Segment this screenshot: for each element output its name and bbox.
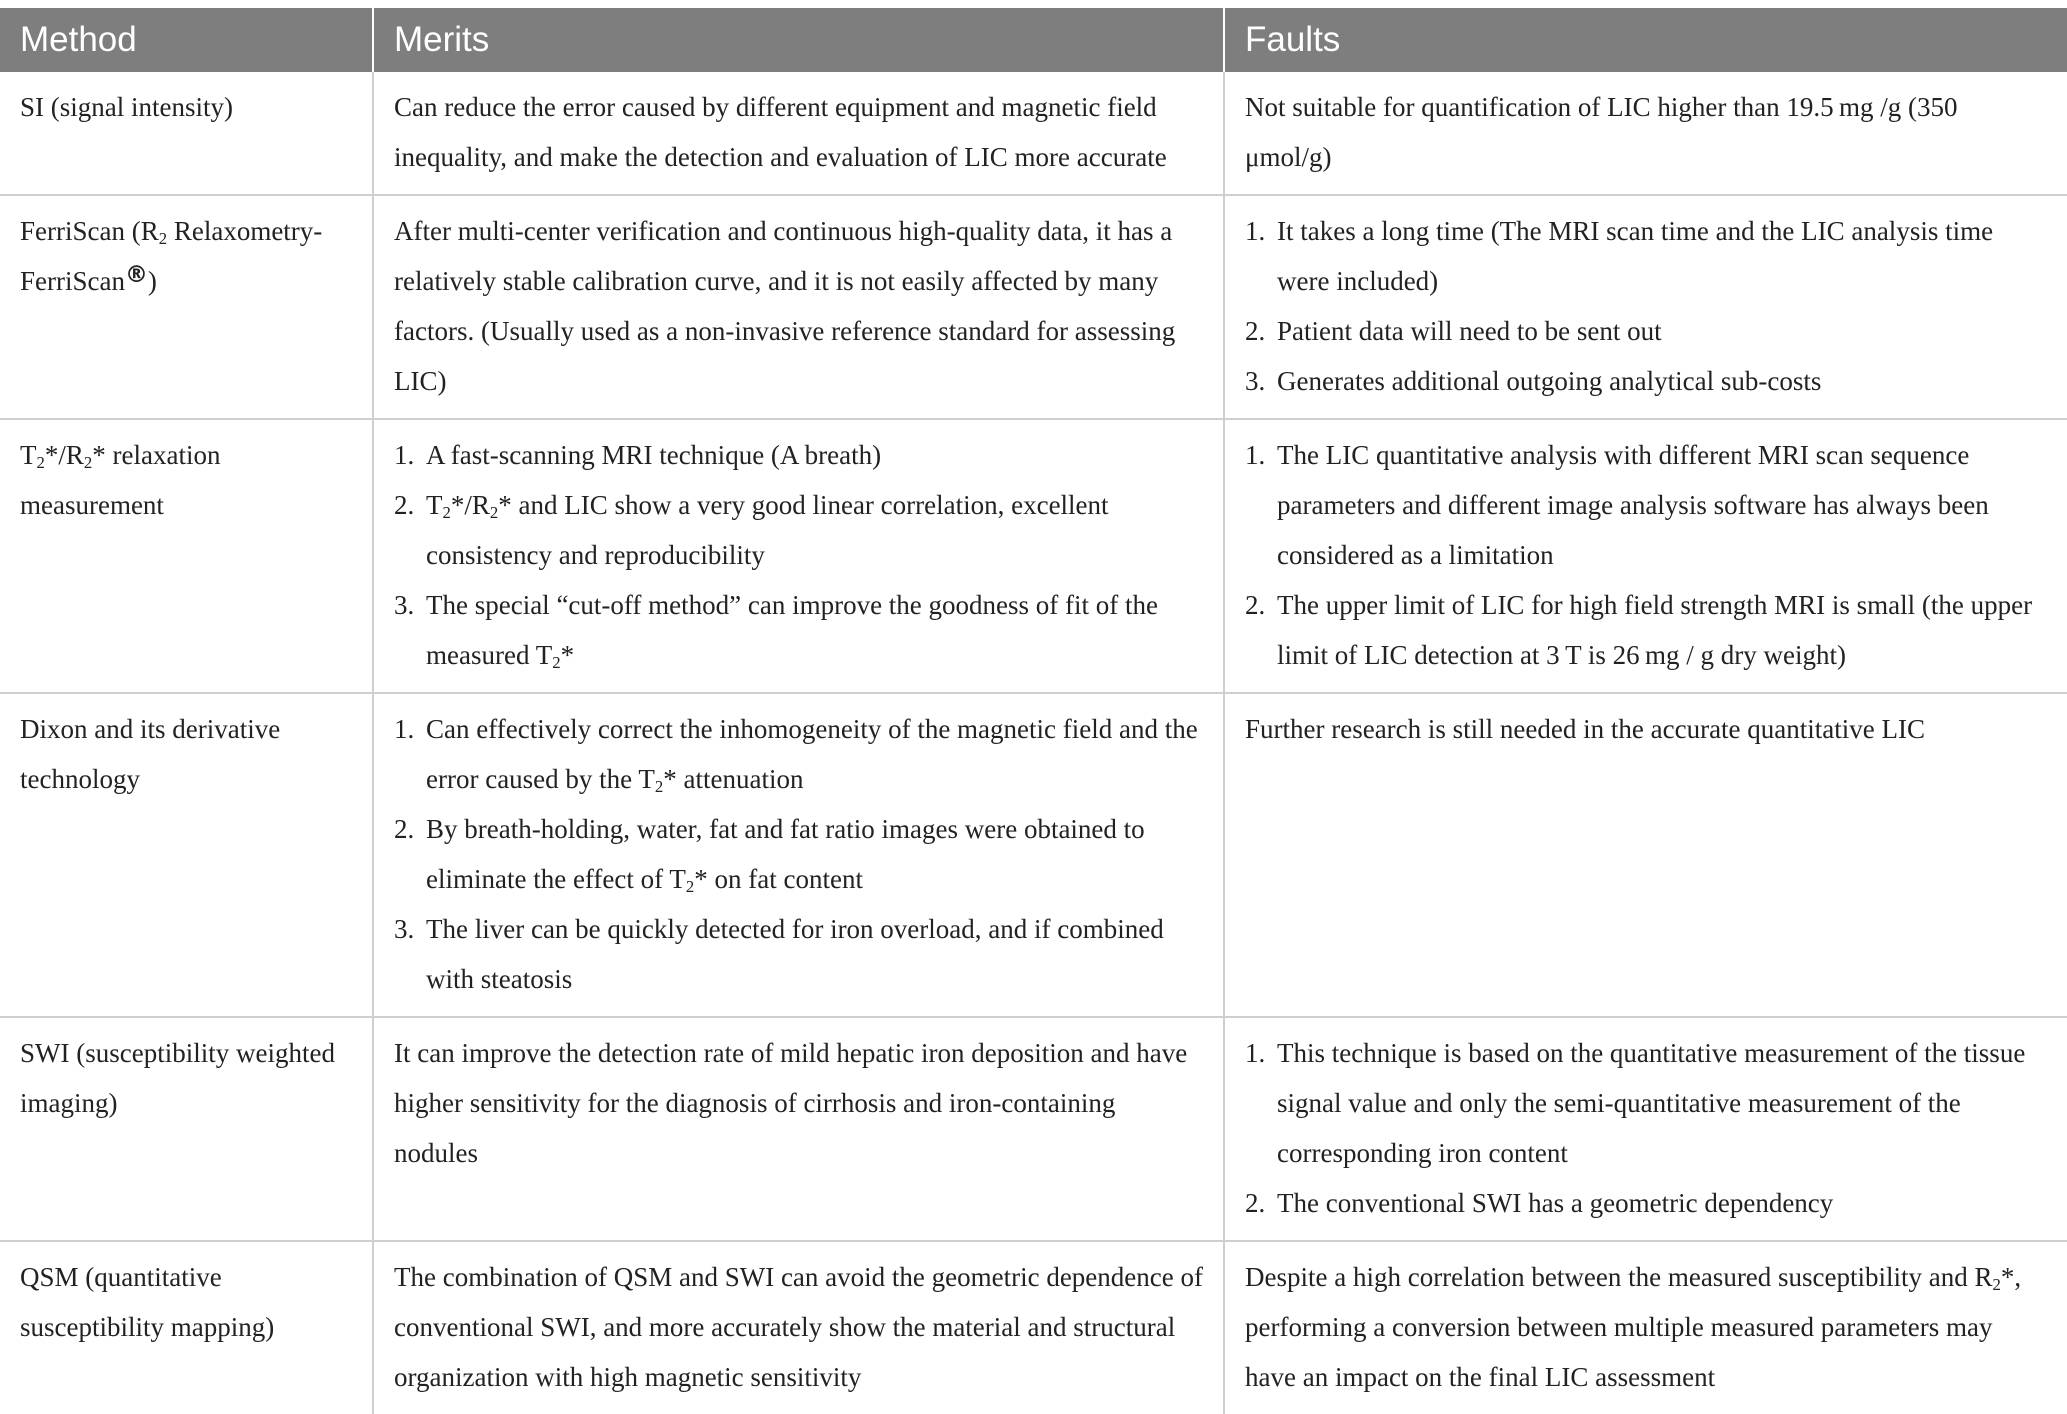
cell-text: SWI (susceptibility weighted imaging) — [20, 1038, 335, 1118]
subscript-text: 2 — [158, 229, 168, 249]
table-row — [0, 1017, 2067, 1241]
cell-text: * on fat content — [694, 864, 863, 894]
subscript-text: 2 — [1992, 1275, 2001, 1295]
list-item — [1245, 430, 2047, 580]
cell-text: Can effectively correct the inhomogeneity of the magnetic field and the error caused by the T — [426, 714, 1198, 794]
list-item-number: 2. — [1245, 590, 1266, 620]
cell-text: The special “cut-off method” can improve the goodness of fit of the measured T — [426, 590, 1159, 670]
comparison-table — [0, 8, 2067, 1414]
faults-cell — [1224, 419, 2067, 693]
subscript-text: 2 — [489, 503, 499, 523]
list-item — [1245, 306, 2047, 356]
subscript-text: 2 — [36, 453, 45, 473]
list-item — [394, 804, 1203, 904]
cell-text: T — [426, 490, 443, 520]
cell-text: The liver can be quickly detected for iron overload, and if combined with steatosis — [426, 914, 1164, 994]
list-item-number: 1. — [394, 440, 415, 470]
cell-text: By breath-holding, water, fat and fat ratio images were obtained to eliminate the effect of T — [426, 814, 1145, 894]
list-item-number: 1. — [1245, 216, 1266, 246]
cell-text: * relaxation measurement — [20, 440, 221, 520]
cell-text: The combination of QSM and SWI can avoid the geometric dependence of conventional SWI, and more accurately show the material and structural organization with high magnetic sensitivity — [394, 1262, 1203, 1392]
cell-text: QSM (quantitative susceptibility mapping) — [20, 1262, 275, 1342]
list-item — [1245, 1028, 2047, 1178]
header-method: Method — [0, 8, 373, 72]
cell-text: T — [20, 440, 37, 470]
merits-cell — [373, 1017, 1224, 1241]
method-cell — [0, 72, 373, 195]
list-item-number: 2. — [394, 814, 415, 844]
cell-text: Relaxometry-FerriScan — [20, 216, 323, 296]
list-item-number: 3. — [394, 914, 415, 944]
list-item-number: 1. — [394, 714, 415, 744]
cell-text: The LIC quantitative analysis with different MRI scan sequence parameters and different image analysis software has always been considered as a limitation — [1277, 440, 1989, 570]
table-row — [0, 72, 2067, 195]
list-item-number: 2. — [1245, 316, 1266, 346]
table-header — [0, 8, 2067, 72]
subscript-text: 2 — [654, 777, 664, 797]
header-row — [0, 8, 2067, 72]
cell-text: It takes a long time (The MRI scan time and the LIC analysis time were included) — [1277, 216, 1994, 296]
cell-text: The upper limit of LIC for high field strength MRI is small (the upper limit of LIC detection at 3 T is 26 mg / g dry weight) — [1277, 590, 2033, 670]
list-item — [394, 480, 1203, 580]
cell-text: A fast-scanning MRI technique (A breath) — [426, 440, 882, 470]
table-body — [0, 72, 2067, 1414]
list-item-number: 2. — [1245, 1188, 1266, 1218]
numbered-list — [394, 430, 1203, 680]
cell-text: Dixon and its derivative technology — [20, 714, 281, 794]
cell-text: */R — [44, 440, 84, 470]
cell-text: * — [560, 640, 575, 670]
method-cell — [0, 195, 373, 419]
numbered-list — [1245, 1028, 2047, 1228]
faults-cell — [1224, 72, 2067, 195]
cell-text: The conventional SWI has a geometric dependency — [1277, 1188, 1834, 1218]
merits-cell — [373, 72, 1224, 195]
numbered-list — [394, 704, 1203, 1004]
cell-text: * and LIC show a very good linear correlation, excellent consistency and reproducibility — [426, 490, 1109, 570]
cell-text: Patient data will need to be sent out — [1277, 316, 1662, 346]
table-row — [0, 195, 2067, 419]
subscript-text: 2 — [552, 653, 561, 673]
cell-text: */R — [450, 490, 490, 520]
list-item — [394, 430, 1203, 480]
merits-cell — [373, 1241, 1224, 1414]
table-row — [0, 1241, 2067, 1414]
cell-text: Not suitable for quantification of LIC higher than 19.5 mg /g (350 μmol/g) — [1245, 92, 1963, 172]
cell-text: It can improve the detection rate of mild hepatic iron deposition and have higher sensitivity for the diagnosis of cirrhosis and iron-containing nodules — [394, 1038, 1188, 1168]
cell-text: Can reduce the error caused by different equipment and magnetic field inequality, and make the detection and evaluation of LIC more accurate — [394, 92, 1167, 172]
faults-cell — [1224, 693, 2067, 1017]
list-item-number: 2. — [394, 490, 415, 520]
cell-text: *, performing a conversion between multiple measured parameters may have an impact on the final LIC assessment — [1245, 1262, 2022, 1392]
list-item-number: 3. — [394, 590, 415, 620]
numbered-list — [1245, 430, 2047, 680]
list-item — [1245, 356, 2047, 406]
subscript-text: 2 — [83, 453, 93, 473]
method-cell — [0, 1017, 373, 1241]
registered-mark: ® — [124, 261, 148, 288]
method-cell — [0, 693, 373, 1017]
cell-text: Despite a high correlation between the measured susceptibility and R — [1245, 1262, 1993, 1292]
cell-text: ) — [147, 266, 157, 296]
method-cell — [0, 1241, 373, 1414]
list-item — [394, 580, 1203, 680]
cell-text: SI (signal intensity) — [20, 92, 233, 122]
table-row — [0, 419, 2067, 693]
cell-text: After multi-center verification and continuous high-quality data, it has a relatively stable calibration curve, and it is not easily affected by many factors. (Usually used as a non-invasive reference standard for assessing LIC) — [394, 216, 1176, 396]
numbered-list — [1245, 206, 2047, 406]
faults-cell — [1224, 1241, 2067, 1414]
method-cell — [0, 419, 373, 693]
header-merits: Merits — [373, 8, 1224, 72]
cell-text: Generates additional outgoing analytical sub-costs — [1277, 366, 1822, 396]
header-faults: Faults — [1224, 8, 2067, 72]
table-container — [0, 8, 2067, 1414]
merits-cell — [373, 693, 1224, 1017]
cell-text: Further research is still needed in the accurate quantitative LIC — [1245, 714, 1925, 744]
cell-text: FerriScan (R — [20, 216, 159, 246]
list-item-number: 3. — [1245, 366, 1266, 396]
merits-cell — [373, 195, 1224, 419]
faults-cell — [1224, 195, 2067, 419]
subscript-text: 2 — [685, 877, 695, 897]
list-item — [1245, 580, 2047, 680]
subscript-text: 2 — [442, 503, 451, 523]
list-item — [394, 704, 1203, 804]
list-item — [1245, 206, 2047, 306]
list-item — [1245, 1178, 2047, 1228]
list-item-number: 1. — [1245, 1038, 1266, 1068]
list-item — [394, 904, 1203, 1004]
cell-text: * attenuation — [663, 764, 804, 794]
list-item-number: 1. — [1245, 440, 1266, 470]
faults-cell — [1224, 1017, 2067, 1241]
table-row — [0, 693, 2067, 1017]
merits-cell — [373, 419, 1224, 693]
cell-text: This technique is based on the quantitative measurement of the tissue signal value and only the semi-quantitative measurement of the corresponding iron content — [1277, 1038, 2026, 1168]
